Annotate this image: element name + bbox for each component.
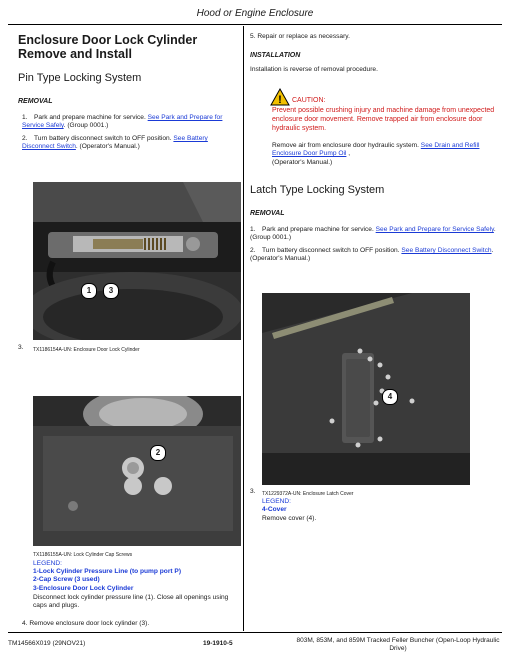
fig3-caption: TX1229372A-UN: Enclosure Latch Cover	[262, 491, 354, 497]
left-step-1: 1. Park and prepare machine for service. See Park and Prepare for Service Safely. (Group 0001.)	[22, 114, 223, 130]
right-step-5: 5. Repair or replace as necessary.	[250, 33, 350, 40]
latch-cover-photo	[262, 293, 470, 485]
callout-1: 1	[81, 283, 97, 299]
right-removal-label: REMOVAL	[250, 210, 285, 217]
installation-label: INSTALLATION	[250, 52, 301, 59]
park-prepare-link[interactable]: See Park and Prepare for Service Safely	[375, 226, 494, 233]
doc-id: TM14566X019 (29NOV21)	[8, 640, 86, 647]
lock-cylinder-photo	[33, 182, 241, 340]
caution-text: Prevent possible crushing injury and machine damage from unexpected enclosure door movement. Remove trapped air from enclosure door hydraulic system.	[272, 107, 495, 132]
right-step-3-number: 3.	[250, 488, 256, 495]
callout-4: 4	[382, 389, 398, 405]
procedure-title: Enclosure Door Lock Cylinder Remove and Install	[18, 33, 198, 61]
right-step-2: 2. Turn battery disconnect switch to OFF position. See Battery Disconnect Switch. (Operator's Manual.)	[250, 247, 494, 263]
drain-refill-link[interactable]: See Drain and Refill Enclosure Door Pump Oil	[272, 142, 480, 158]
legend-item: 2-Cap Screw (3 used)	[33, 576, 100, 584]
right-subtitle: Latch Type Locking System	[250, 184, 385, 196]
svg-text:!: !	[278, 94, 282, 106]
warning-triangle-icon	[270, 88, 290, 106]
left-legend	[33, 560, 243, 593]
footer-rule	[8, 632, 502, 633]
legend-item: 4-Cover	[262, 506, 287, 514]
column-divider	[243, 26, 244, 631]
section-header: Hood or Engine Enclosure	[196, 8, 314, 19]
right-legend	[262, 498, 291, 514]
left-subtitle: Pin Type Locking System	[18, 72, 142, 84]
installation-text: Installation is reverse of removal procedure.	[250, 66, 378, 73]
remove-cover-step: Remove cover (4).	[262, 515, 317, 522]
right-step-1: 1. Park and prepare machine for service. See Park and Prepare for Service Safely. (Group 0001.)	[250, 226, 496, 242]
cap-screws-photo	[33, 396, 241, 546]
callout-2: 2	[150, 445, 166, 461]
header-rule	[8, 24, 502, 25]
legend-title: LEGEND:	[262, 498, 291, 505]
page-number: 19-1910-5	[203, 640, 233, 647]
fig2-caption: TX1186155A-UN: Lock Cylinder Cap Screws	[33, 552, 133, 558]
left-step-4: 4. Remove enclosure door lock cylinder (3).	[22, 620, 150, 627]
left-removal-label: REMOVAL	[18, 98, 53, 105]
left-step-3-text: Disconnect lock cylinder pressure line (1). Close all openings using caps and plugs.	[33, 594, 229, 610]
legend-item: 1-Lock Cylinder Pressure Line (to pump port P)	[33, 568, 182, 576]
model-info: 803M, 853M, and 859M Tracked Feller Buncher (Open-Loop Hydraulic Drive)	[296, 637, 500, 652]
fig1-caption: TX1186154A-UN: Enclosure Door Lock Cylinder	[33, 347, 140, 353]
callout-3: 3	[103, 283, 119, 299]
left-step-2: 2. Turn battery disconnect switch to OFF position. See Battery Disconnect Switch. (Operator's Manual.)	[22, 135, 208, 151]
battery-disconnect-link[interactable]: See Battery Disconnect Switch	[401, 247, 492, 254]
legend-item: 3-Enclosure Door Lock Cylinder	[33, 584, 134, 592]
caution-label: CAUTION:	[292, 97, 326, 104]
legend-title: LEGEND:	[33, 560, 62, 567]
park-prepare-link[interactable]: See Park and Prepare for Service Safely	[22, 114, 223, 130]
battery-disconnect-link[interactable]: See Battery Disconnect Switch	[22, 135, 208, 151]
left-step-3-number: 3.	[18, 344, 24, 351]
remove-air-step: Remove air from enclosure door hydraulic system. See Drain and Refill Enclosure Door Pump Oil , (Operator's Manual.)	[272, 142, 480, 166]
